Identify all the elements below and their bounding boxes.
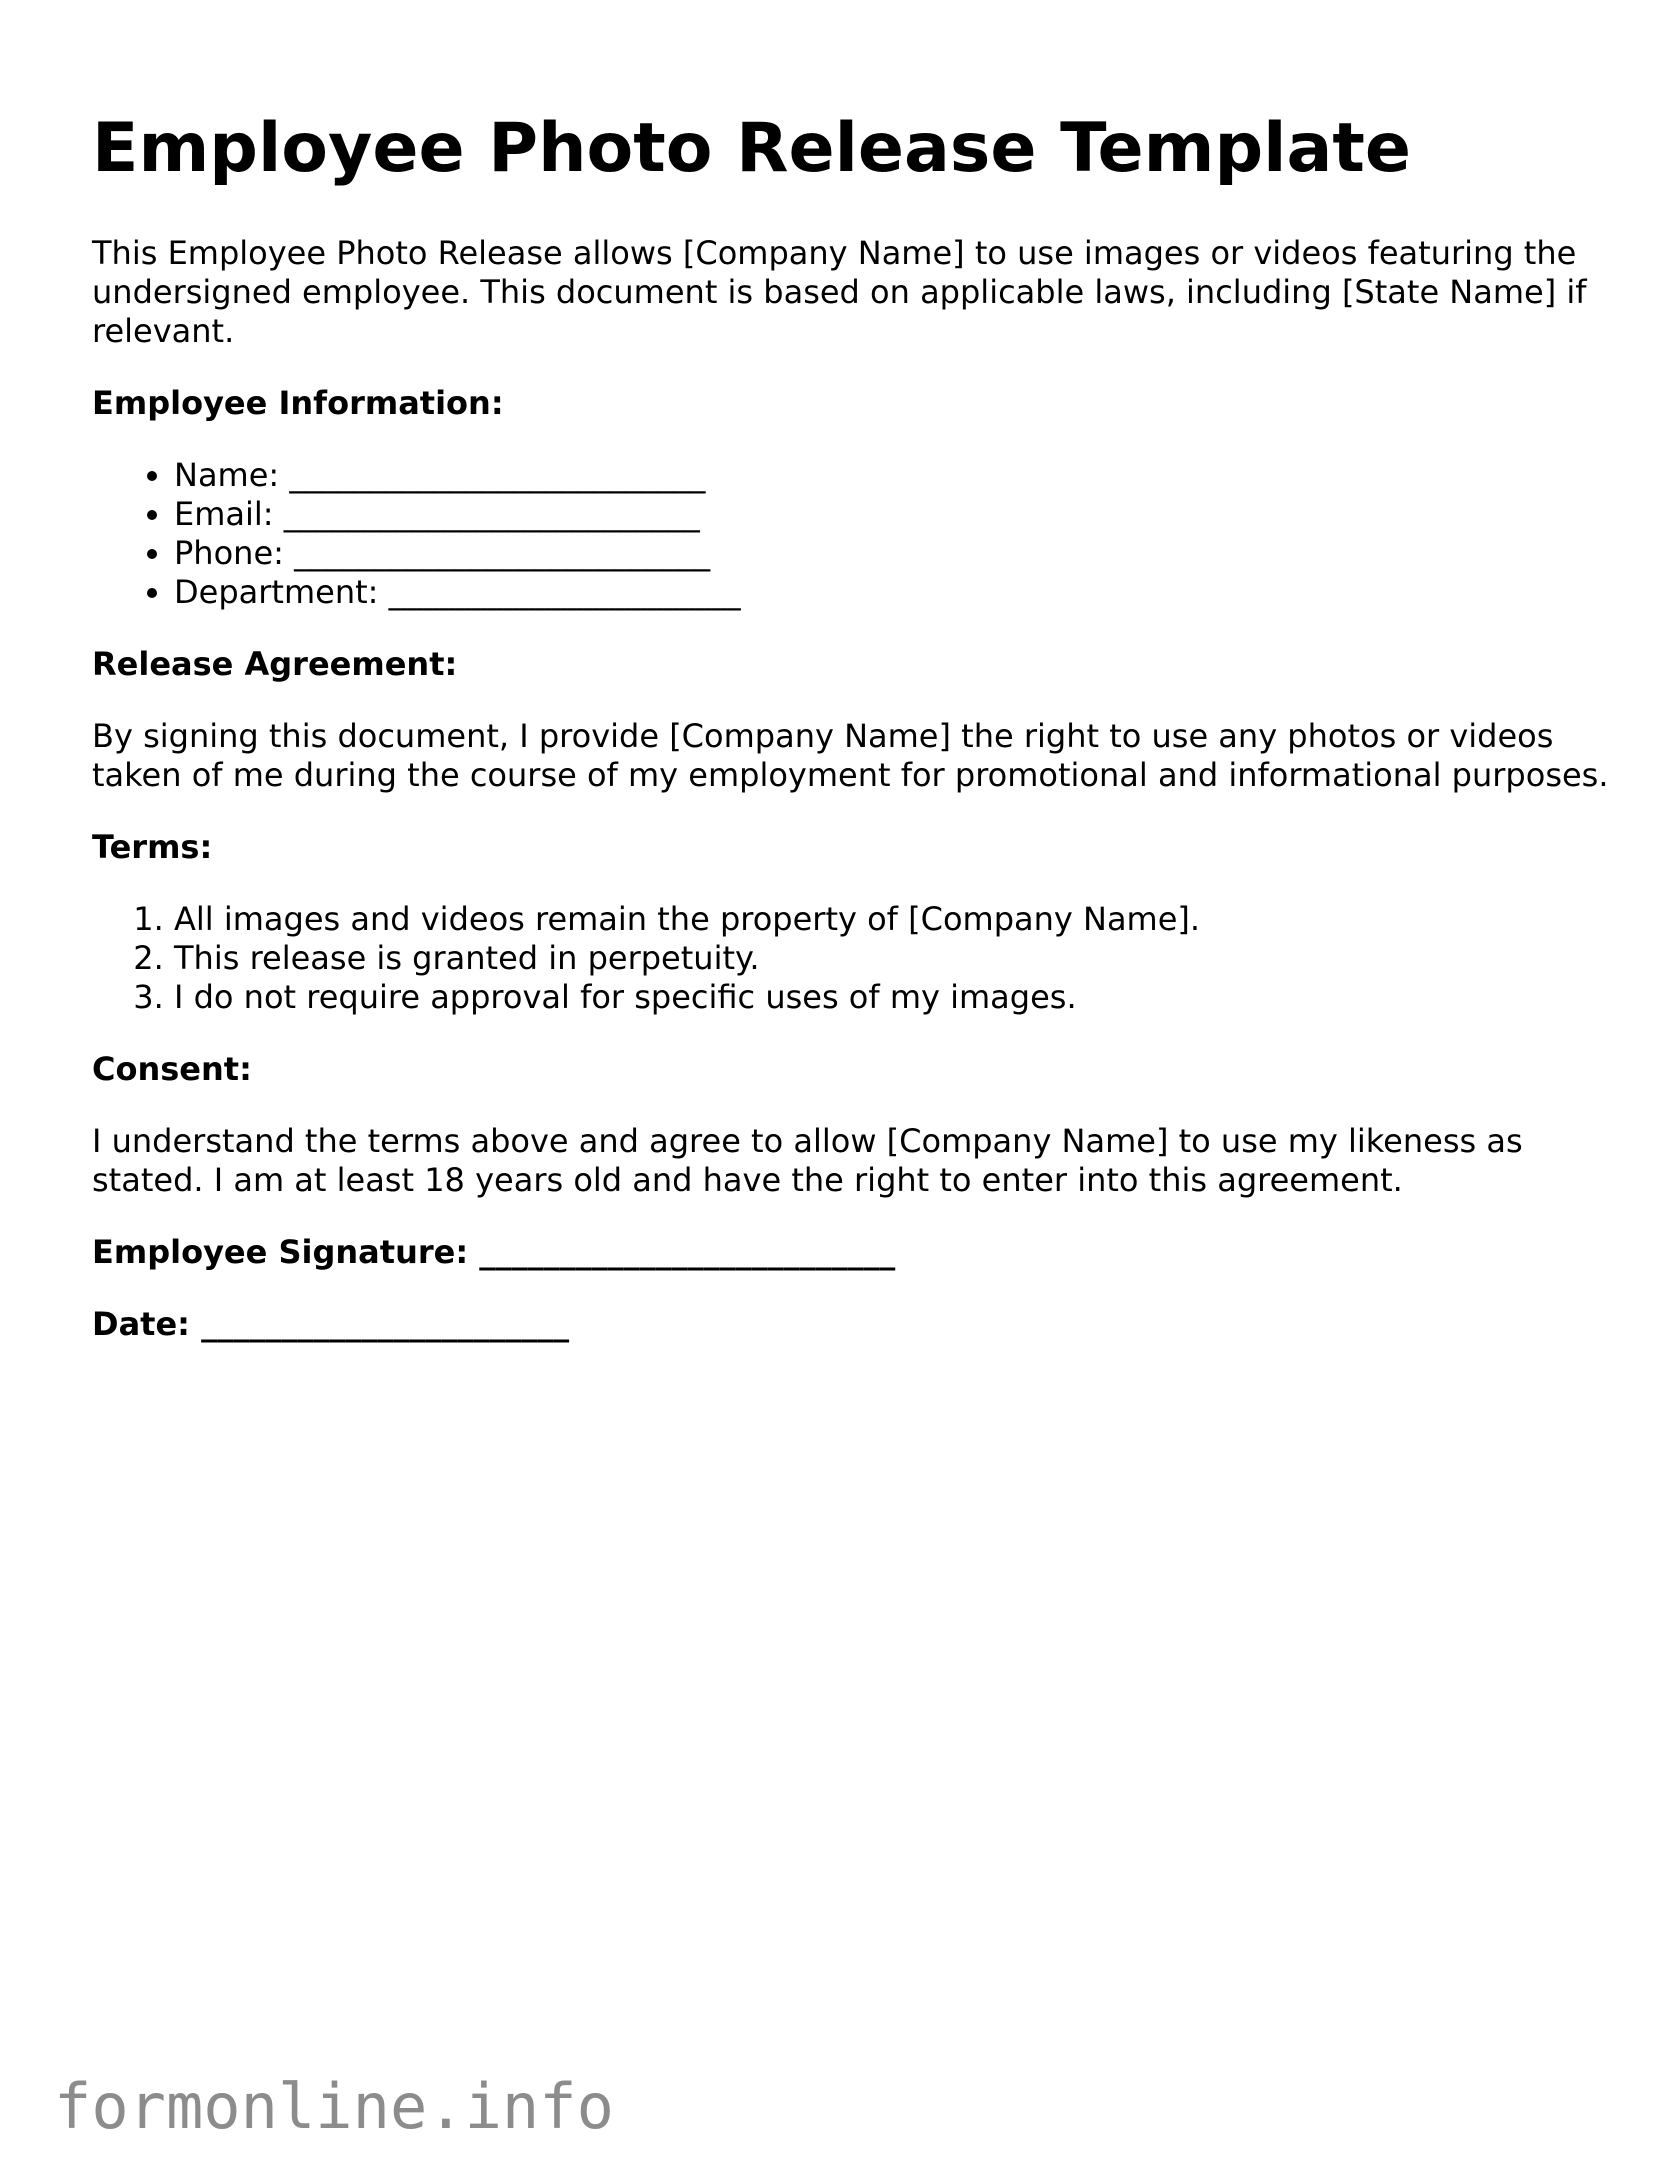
name-field: • Name: __________________________ <box>174 456 1612 495</box>
intro-paragraph: This Employee Photo Release allows [Company Name] to use images or videos featuring the undersigned employee. This document is based on applicable laws, including [State Name] if relevant. <box>92 233 1587 350</box>
phone-field: • Phone: __________________________ <box>174 534 1612 573</box>
employee-information-list <box>92 456 1612 612</box>
term-item: 1. All images and videos remain the property of [Company Name]. <box>174 900 1612 939</box>
consent-heading: Consent: <box>92 1049 252 1088</box>
release-agreement-text: By signing this document, I provide [Company Name] the right to use any photos or videos taken of me during the course of my employment for promotional and informational purposes. <box>92 716 1609 794</box>
document-page <box>92 108 1612 1377</box>
email-field: • Email: __________________________ <box>174 495 1612 534</box>
release-agreement-heading: Release Agreement: <box>92 644 458 683</box>
term-item: 3. I do not require approval for specific uses of my images. <box>174 978 1612 1017</box>
employee-information-heading: Employee Information: <box>92 383 504 422</box>
terms-heading: Terms: <box>92 827 213 866</box>
terms-list <box>92 900 1612 1017</box>
watermark: formonline.info <box>54 2070 614 2143</box>
date-line: Date: _______________________ <box>92 1304 570 1343</box>
consent-text: I understand the terms above and agree to allow [Company Name] to use my likeness as stated. I am at least 18 years old and have the right to enter into this agreement. <box>92 1121 1523 1199</box>
term-item: 2. This release is granted in perpetuity. <box>174 939 1612 978</box>
department-field: • Department: ______________________ <box>174 573 1612 612</box>
page-title: Employee Photo Release Template <box>92 109 1411 188</box>
employee-signature-line: Employee Signature: __________________________ <box>92 1232 896 1271</box>
